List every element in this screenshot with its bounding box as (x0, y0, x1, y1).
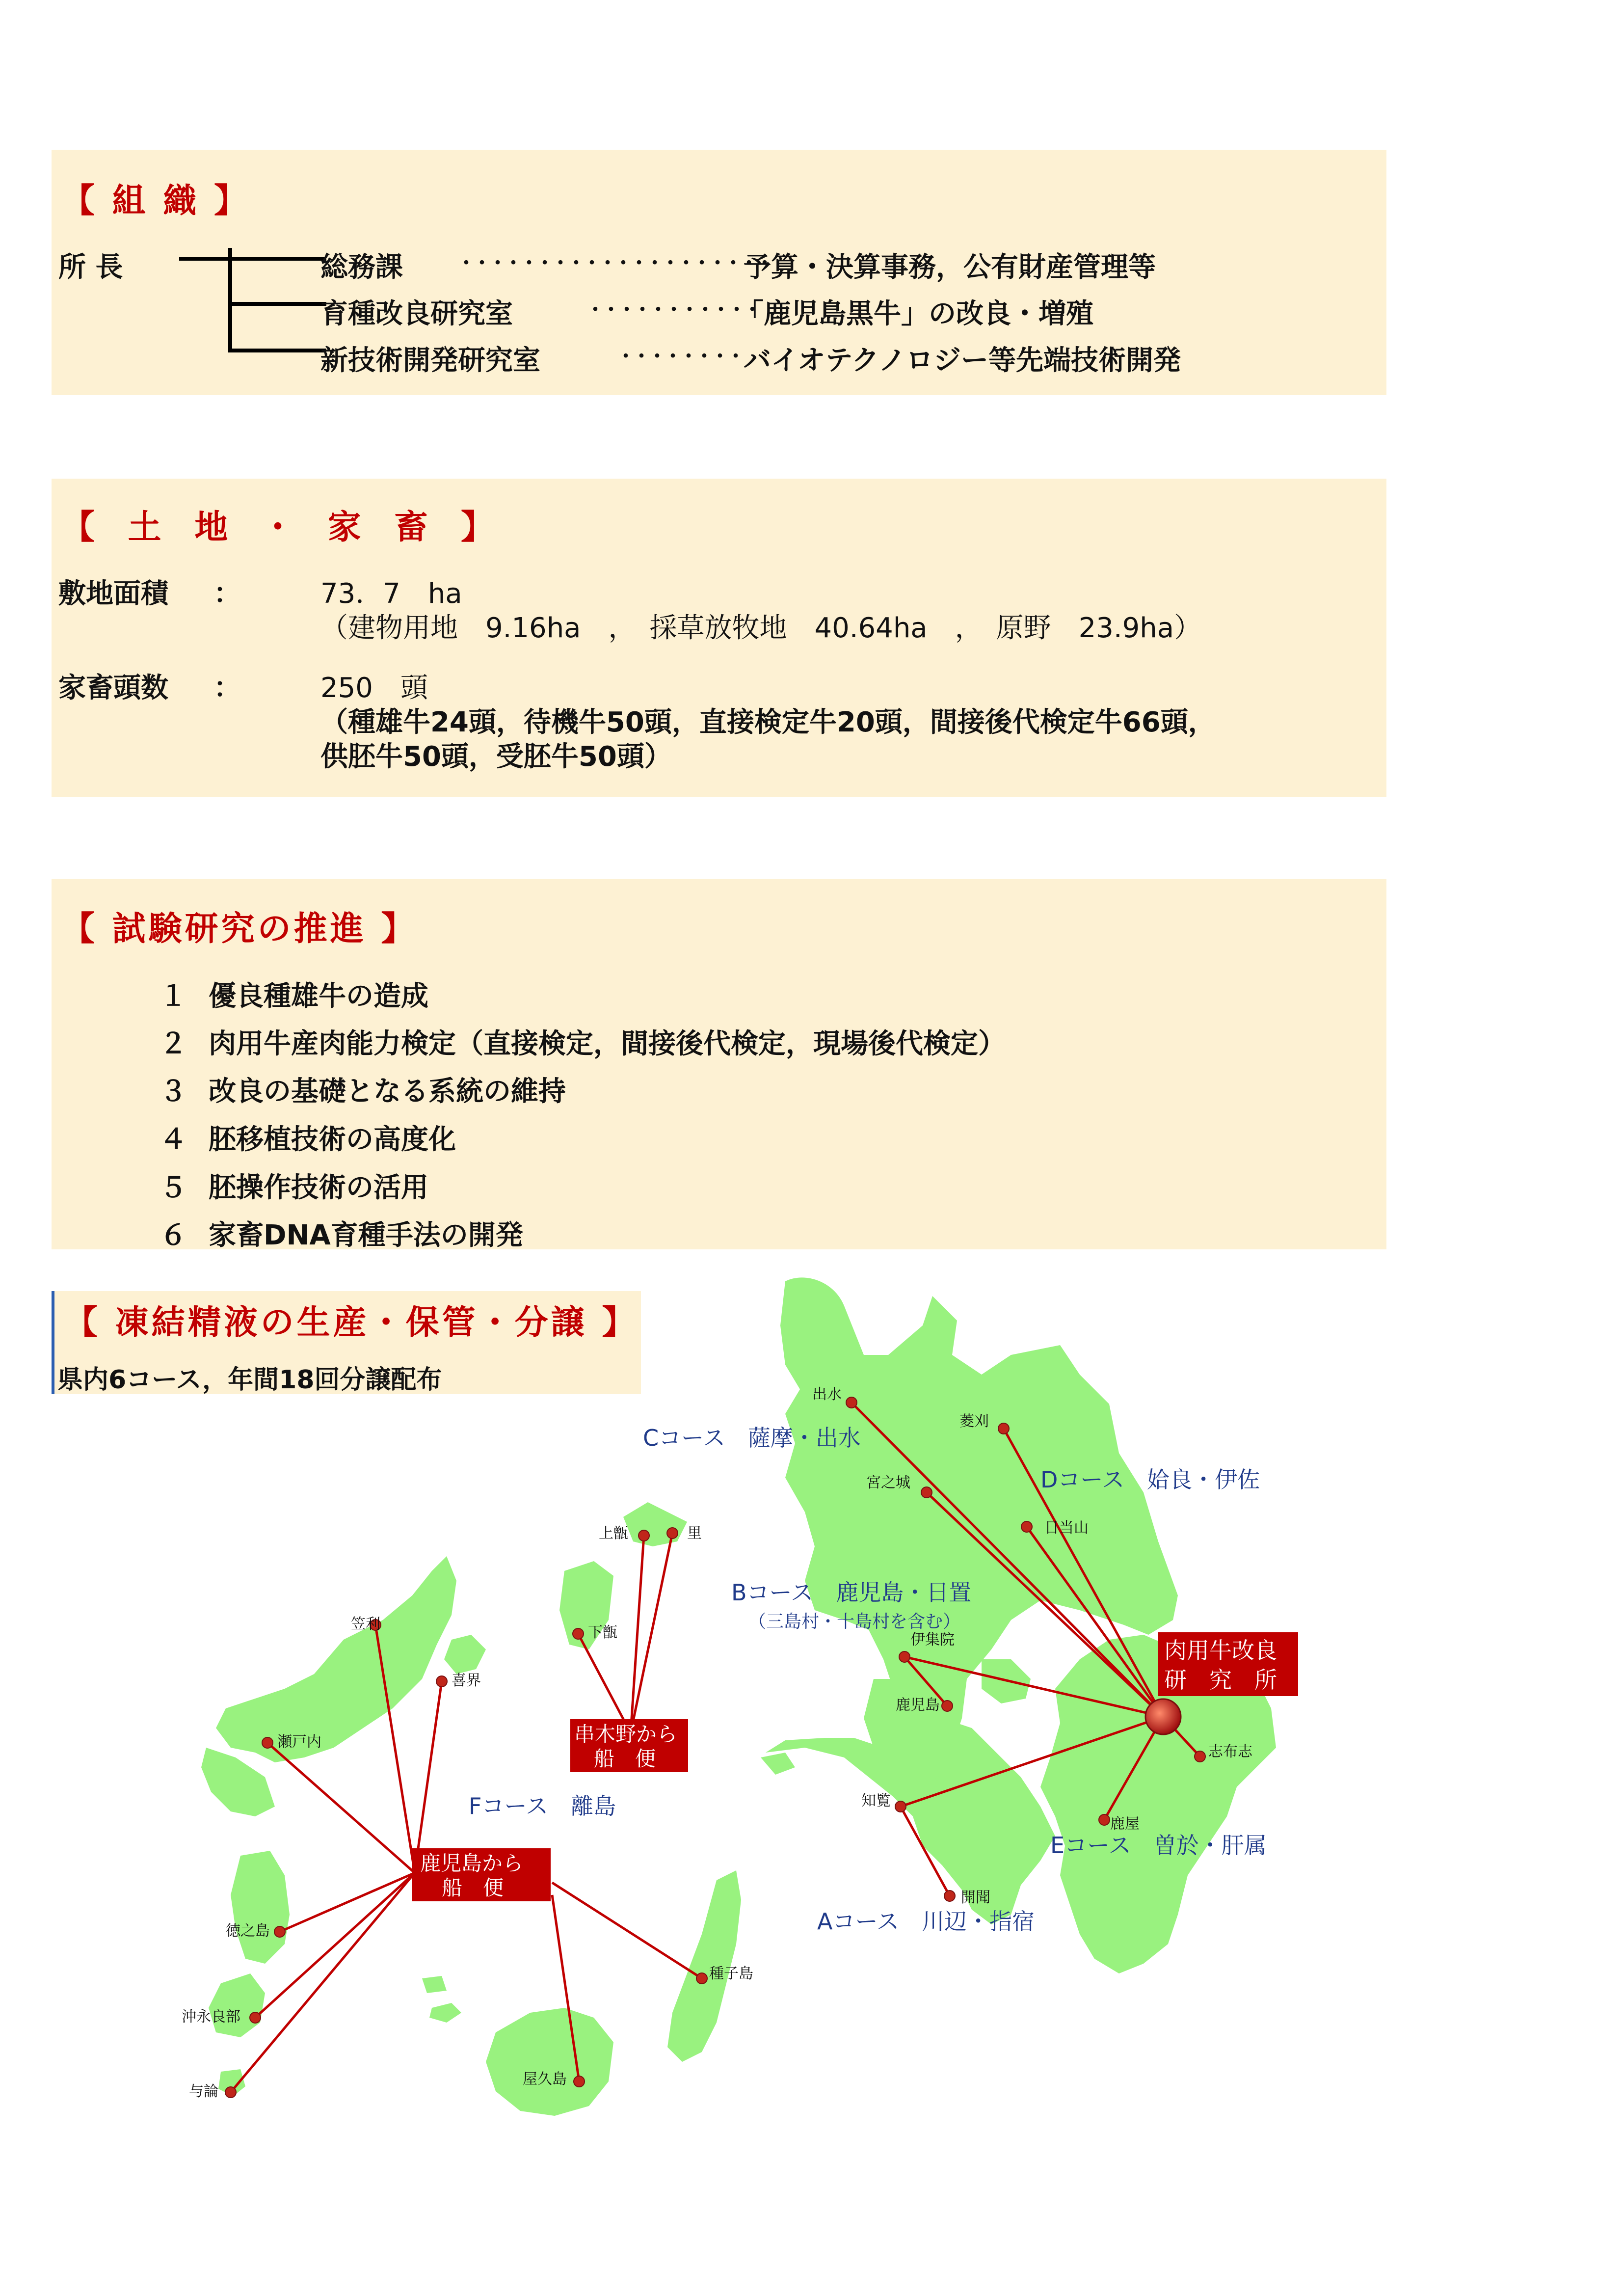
dot-hishikari (998, 1423, 1009, 1434)
dot-kanoya (1099, 1814, 1110, 1825)
label-shibushi: 志布志 (1208, 1743, 1252, 1760)
amami-south (201, 1748, 275, 1816)
ship-kagoshima-line2: 船 便 (442, 1876, 504, 1900)
org-dept-3: 新技術開発研究室 (320, 345, 540, 377)
dot-kikai (436, 1676, 447, 1687)
research-item-5: 胚操作技術の活用 (209, 1172, 428, 1204)
semen-title: 【 凍結精液の生産・保管・分譲 】 (64, 1303, 639, 1342)
kikai-island (444, 1635, 486, 1674)
ship-kushikino-box (570, 1719, 688, 1772)
course-d-label: Dコース 姶良・伊佐 (1040, 1466, 1260, 1493)
label-hishikari: 菱刈 (959, 1413, 989, 1430)
islet-1 (422, 1976, 447, 1993)
label-ijuin: 伊集院 (910, 1631, 955, 1648)
route-f-tanegashima (552, 1883, 702, 1978)
land-title: 【 土 地 ・ 家 畜 】 (61, 508, 506, 547)
label-setouchi: 瀬戸内 (277, 1733, 321, 1751)
research-num-3: ３ (160, 1076, 187, 1107)
amami-oshima (216, 1556, 456, 1762)
label-kanoya: 鹿屋 (1110, 1815, 1140, 1833)
dot-okinoerabu (250, 2012, 261, 2023)
route-f-kikai (415, 1681, 442, 1873)
research-item-3: 改良の基礎となる系統の維持 (209, 1076, 566, 1107)
dot-setouchi (262, 1737, 273, 1748)
land-masses (201, 1277, 1276, 2116)
label-kikai: 喜界 (452, 1672, 481, 1689)
label-tanegashima: 種子島 (709, 1965, 753, 1982)
label-kamikoshiki: 上甑 (599, 1525, 628, 1542)
research-item-1: 優良種雄牛の造成 (209, 980, 428, 1012)
label-kaimon: 開聞 (961, 1889, 990, 1906)
label-okinoerabu: 沖永良部 (182, 2008, 240, 2026)
label-izumi: 出水 (812, 1386, 842, 1403)
org-head: 所 長 (58, 251, 123, 283)
semen-subtitle: 県内6コース，年間18回分譲配布 (57, 1365, 442, 1395)
org-desc-3: バイオテクノロジー等先端技術開発 (744, 345, 1181, 377)
livestock-detail-2: 供胚牛50頭，受胚牛50頭） (320, 741, 672, 773)
course-e-label: Eコース 曽於・肝属 (1050, 1832, 1267, 1859)
dot-kamikoshiki (639, 1530, 649, 1541)
hub-marker (1145, 1699, 1181, 1734)
org-dots-2: ・・・・・・・・・・・ (585, 298, 758, 321)
route-f-setouchi (267, 1743, 415, 1873)
label-yakushima: 屋久島 (523, 2071, 567, 2088)
org-dept-1: 総務課 (320, 251, 403, 283)
dot-yakushima (574, 2076, 585, 2087)
livestock-colon: ： (213, 672, 241, 704)
dot-hinatayama (1021, 1521, 1032, 1532)
okinoerabu-island (209, 1973, 265, 2037)
route-f-tokunoshima (280, 1873, 415, 1932)
label-hinatayama: 日当山 (1044, 1519, 1089, 1537)
label-kasari: 笠利 (351, 1616, 380, 1633)
dot-shimokoshiki (573, 1628, 584, 1639)
dot-tanegashima (696, 1973, 707, 1984)
dot-ijuin (899, 1651, 910, 1662)
ship-kagoshima-line1: 鹿児島から (420, 1851, 524, 1875)
research-item-2: 肉用牛産肉能力検定（直接検定，間接後代検定，現場後代検定） (209, 1028, 1006, 1060)
research-title: 【 試験研究の推進 】 (61, 910, 418, 948)
label-miyanojo: 宮之城 (866, 1474, 910, 1491)
hub-label-line1: 肉用牛改良 (1164, 1637, 1277, 1664)
dot-yoron (225, 2087, 236, 2098)
ship-kagoshima-box (412, 1848, 551, 1901)
label-tokunoshima: 徳之島 (226, 1922, 270, 1940)
course-b-sub: （三島村・十島村を含む） (748, 1612, 961, 1632)
hub-label-line2: 研 究 所 (1164, 1667, 1277, 1693)
tokunoshima-island (231, 1851, 290, 1964)
livestock-detail-1: （種雄牛24頭，待機牛50頭，直接検定牛20頭，間接後代検定牛66頭， (320, 706, 1216, 738)
research-num-4: ４ (160, 1124, 187, 1156)
course-c-label: Cコース 薩摩・出水 (643, 1425, 861, 1451)
label-kagoshima: 鹿児島 (896, 1697, 940, 1714)
label-shimokoshiki: 下甑 (588, 1624, 617, 1641)
route-kushikino-shimokoshiki (578, 1634, 631, 1733)
livestock-value: 250 頭 (320, 672, 428, 704)
dot-tokunoshima (274, 1926, 285, 1937)
dot-kaimon (944, 1891, 955, 1901)
org-dept-2: 育種改良研究室 (320, 298, 513, 330)
research-num-6: ６ (160, 1219, 187, 1251)
area-colon: ： (213, 578, 241, 610)
research-item-4: 胚移植技術の高度化 (209, 1124, 456, 1156)
label-yoron: 与論 (189, 2083, 218, 2100)
org-dots-3: ・・・・・・・・ (616, 345, 742, 368)
label-sato: 里 (687, 1525, 702, 1542)
dot-shibushi (1195, 1751, 1205, 1762)
yakushima-island (486, 2008, 613, 2116)
dot-izumi (846, 1397, 857, 1408)
org-desc-2: 「鹿児島黒牛」の改良・増殖 (736, 298, 1093, 330)
area-detail: （建物用地 9.16ha ， 採草放牧地 40.64ha ， 原野 23.9ha） (320, 612, 1202, 644)
research-item-6: 家畜DNA育種手法の開発 (209, 1219, 523, 1251)
kuchinoerabu-island (429, 2003, 461, 2023)
label-chiran: 知覧 (861, 1792, 891, 1810)
dot-miyanojo (921, 1487, 932, 1498)
research-num-2: ２ (160, 1028, 187, 1060)
kamikoshiki-island (623, 1502, 687, 1546)
org-title: 【 組 織 】 (61, 182, 251, 220)
course-a-label: Aコース 川辺・指宿 (817, 1908, 1035, 1935)
course-f-label: Fコース 離島 (469, 1793, 616, 1819)
org-desc-1: 予算・決算事務，公有財産管理等 (744, 251, 1156, 283)
livestock-label: 家畜頭数 (58, 672, 168, 704)
dot-chiran (895, 1801, 906, 1812)
mishima-islet (761, 1753, 795, 1775)
ship-kushikino-line1: 串木野から (574, 1722, 678, 1746)
hub-label-box (1158, 1632, 1298, 1696)
research-num-1: １ (160, 980, 187, 1012)
dot-kagoshima (942, 1701, 953, 1711)
area-label: 敷地面積 (58, 578, 168, 610)
course-b-label: Bコース 鹿児島・日置 (731, 1579, 972, 1606)
research-num-5: ５ (160, 1172, 187, 1204)
dot-sato (667, 1528, 678, 1539)
org-dots-1: ・・・・・・・・・・・・・・・・・・・・ (456, 252, 771, 274)
ship-kushikino-line2: 船 便 (594, 1747, 656, 1771)
area-value: 73．7 ha (320, 578, 462, 610)
